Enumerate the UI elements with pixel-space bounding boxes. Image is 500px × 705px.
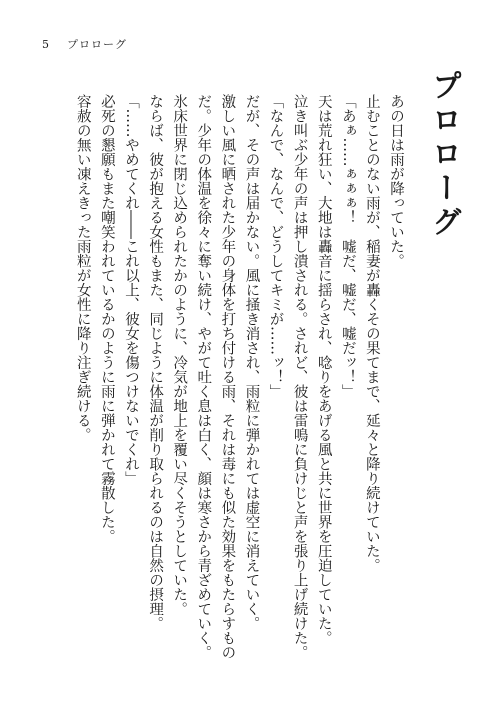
paragraph: 天は荒れ狂い、大地は轟音に揺らされ、唸りをあげる風と共に世界を圧迫していた。 — [315, 94, 332, 645]
paragraph: 容赦の無い凍えきった雨粒が女性に降り注ぎ続ける。 — [74, 94, 91, 442]
body-text — [71, 94, 408, 664]
paragraph: だが、その声は届かない。風に掻き消され、雨粒に弾かれては虚空に消えていく。 — [243, 94, 260, 631]
paragraph: あの日は雨が降っていた。 — [388, 94, 404, 268]
chapter-title: プロローグ — [426, 70, 461, 240]
running-head: プロローグ — [67, 38, 127, 51]
paragraph: 泣き叫ぶ少年の声は押し潰される。されど、彼は雷鳴に負けじと声を張り上げ続けた。 — [291, 94, 308, 660]
paragraph: ならば、彼が抱える女性もまた、同じように体温が削り取られるのは自然の摂理。 — [147, 94, 164, 631]
dialogue-line: 「あぁ……ぁぁぁ！ 嘘だ、嘘だ、嘘だッ！」 — [339, 94, 356, 399]
dialogue-line: 「……やめてくれ――これ以上、彼女を傷つけないでくれ」 — [122, 94, 139, 486]
paragraph: 止むことのない雨が、稲妻が轟くその果てまで、延々と降り続けていた。 — [363, 94, 380, 573]
paragraph: 激しい風に晒された少年の身体を打ち付ける雨、それは毒にも似た効果をもたらすものだ。少年の体温を徐々に奪い続け、やがて吐く息は白く、顔は寒さから青ざめていく。 — [195, 94, 236, 660]
paragraph: 氷床世界に閉じ込められたかのように、冷気が地上を覆い尽くそうとしていた。 — [171, 94, 188, 616]
page-header — [42, 34, 127, 54]
paragraph: 必死の懇願もまた嘲笑われているかのように雨に弾かれて霧散した。 — [98, 94, 115, 544]
dialogue-line: 「なんで、なんで、どうしてキミが……ッ！」 — [267, 94, 284, 399]
page-number: 5 — [42, 37, 49, 51]
